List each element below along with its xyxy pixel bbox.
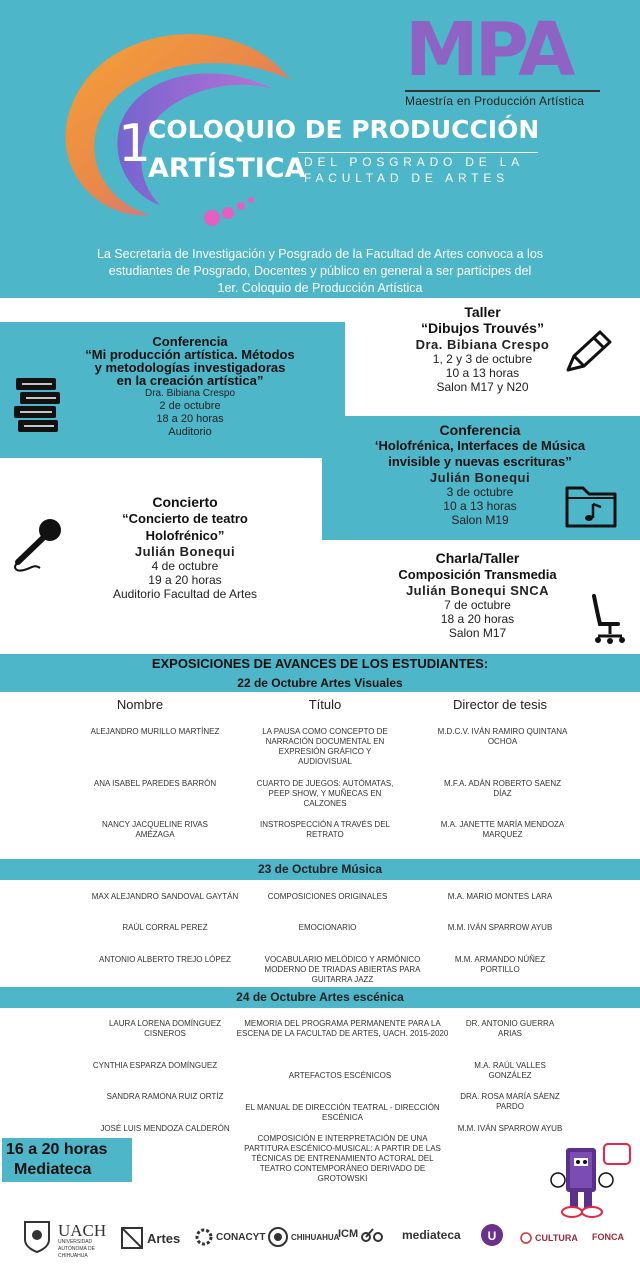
event-title: “Mi producción artística. Métodos [85, 347, 295, 362]
event-speaker: Julián Bonequi [134, 544, 236, 559]
event-time: 19 a 20 horas [148, 573, 222, 587]
conacyt-mark-icon [195, 1228, 213, 1246]
event-place: Salon M19 [451, 513, 509, 527]
cultura-logo [520, 1232, 578, 1244]
title-line2: ARTÍSTICA [148, 153, 306, 184]
chihuahua-logo-text: CHIHUAHUA [291, 1232, 340, 1242]
row-name: ANA ISABEL PAREDES BARRÓN [93, 779, 217, 788]
row-title: LA PAUSA COMO CONCEPTO DE NARRACIÓN DOCUMENTAL EN EXPRESIÓN GRÁFICO Y AUDIOVISUAL [262, 727, 388, 766]
event-type: Taller [464, 304, 501, 320]
col-header-name: Nombre [116, 697, 164, 712]
event-title: y metodologías investigadoras [94, 360, 286, 375]
event-time: 18 a 20 horas [156, 413, 224, 425]
event-date: 4 de octubre [151, 559, 219, 573]
intro-line: estudiantes de Posgrado, Docentes y público en general a ser partícipes del [108, 264, 532, 278]
row-title: COMPOSICIÓN E INTERPRETACIÓN DE UNA PARTITURA ESCÉNICO-MUSICAL: A PARTIR DE LAS TÉCNICAS DE ENTRENAMIENTO ACTORAL DEL TEATRO CONTEMPORÁNEO DERIVADO DE GROTOWSKI [244, 1134, 441, 1183]
pencil-icon [564, 328, 614, 374]
row-title: VOCABULARIO MELÓDICO Y ARMÓNICO MODERNO DE TRIADAS ABIERTAS PARA GUITARRA JAZZ [264, 955, 421, 984]
event-speaker: Julián Bonequi [429, 470, 531, 485]
mpa-logo [405, 7, 600, 110]
row-title: COMPOSICIONES ORIGINALES [267, 892, 388, 901]
intro-line: La Secretaria de Investigación y Posgrado de la Facultad de Artes convoca a los [96, 247, 544, 261]
event-title: invisible y nuevas escrituras” [388, 454, 572, 469]
row-director: M.D.C.V. IVÁN RAMIRO QUINTANA OCHOA [437, 727, 568, 746]
row-name: ALEJANDRO MURILLO MARTÍNEZ [90, 727, 220, 736]
event-speaker: Julián Bonequi SNCA [405, 583, 550, 598]
row-director: M.M. ARMANDO NÚÑEZ PORTILLO [454, 955, 546, 974]
row-title: MEMORIA DEL PROGRAMA PERMANENTE PARA LA ESCENA DE LA FACULTAD DE ARTES, UACH. 2015-2020 [236, 1019, 449, 1038]
title-line1: COLOQUIO DE PRODUCCIÓN [148, 115, 540, 144]
chihuahua-logo [268, 1224, 339, 1250]
event-type: Conferencia [439, 422, 521, 438]
books-icon [12, 372, 64, 434]
mpa-caption: Maestría en Producción Artística [405, 90, 600, 108]
university-emblem-icon [478, 1222, 506, 1254]
row-name: MAX ALEJANDRO SANDOVAL GAYTÁN [91, 892, 239, 901]
intro-line: 1er. Coloquio de Producción Artística [217, 281, 423, 295]
row-title: EL MANUAL DE DIRECCIÓN TEATRAL - DIRECCIÓN ESCÉNICA [245, 1103, 440, 1122]
edition-number: 1 [118, 114, 152, 174]
event-date: 2 de octubre [159, 400, 221, 412]
cultura-logo-text: CULTURA [535, 1233, 578, 1243]
artes-mark-icon [120, 1226, 144, 1250]
mascot-book-character [548, 1140, 634, 1224]
row-title: ARTEFACTOS ESCÉNICOS [288, 1071, 392, 1080]
event-date: 1, 2 y 3 de octubre [432, 352, 533, 366]
event-place: Salon M17 y N20 [436, 380, 529, 394]
charla [355, 550, 600, 640]
row-title: INSTROSPECCIÓN A TRAVÉS DEL RETRATO [260, 820, 390, 839]
mpa-logo-text: MPA [405, 7, 572, 93]
mediateca-logo-text: mediateca [402, 1228, 461, 1242]
row-name: LAURA LORENA DOMÍNGUEZ CISNEROS [108, 1019, 222, 1038]
uach-logo-text: UACH [58, 1221, 107, 1240]
event-time: 10 a 13 horas [445, 366, 520, 380]
cultura-mark-icon [520, 1232, 532, 1244]
artes-logo-text: Artes [147, 1230, 181, 1246]
intro-text [10, 246, 630, 297]
event-speaker: Dra. Bibiana Crespo [144, 388, 236, 399]
row-title: EMOCIONARIO [298, 923, 357, 932]
microphone-icon [10, 516, 66, 574]
time-box-line2: Mediateca [14, 1161, 92, 1178]
mediateca-logo [402, 1228, 461, 1242]
music-folder-icon [563, 480, 619, 530]
row-name: SANDRA RAMONA RUIZ ORTÍZ [106, 1092, 224, 1101]
row-director: M.A. RAÚL VALLES GONZÁLEZ [474, 1061, 546, 1080]
event-time: 18 a 20 horas [440, 612, 515, 626]
row-name: CYNTHIA ESPARZA DOMÍNGUEZ [92, 1061, 218, 1070]
row-director: DR. ANTONIO GUERRA ARIAS [465, 1019, 555, 1038]
event-title: Holofrénico” [145, 528, 225, 543]
event-speaker: Dra. Bibiana Crespo [415, 337, 550, 352]
row-name: NANCY JACQUELINE RIVAS AMÉZAGA [102, 820, 208, 839]
row-director: M.A. JANETTE MARÍA MENDOZA MARQUEZ [440, 820, 565, 839]
time-box [2, 1138, 132, 1182]
conacyt-logo-text: CONACYT [216, 1231, 266, 1243]
event-place: Salon M17 [448, 626, 507, 640]
event-title: Composición Transmedia [398, 567, 557, 582]
conf1 [40, 335, 340, 439]
title-divider [298, 152, 538, 153]
icm-logo [338, 1226, 383, 1242]
row-title: CUARTO DE JUEGOS: AUTÓMATAS, PEEP SHOW, Y MUÑECAS EN CALZONES [256, 779, 394, 808]
event-type: Charla/Taller [435, 550, 520, 566]
artes-logo [120, 1226, 180, 1250]
icm-logo-text: ICM [338, 1228, 359, 1240]
chair-icon [588, 594, 628, 646]
expos-heading: EXPOSICIONES DE AVANCES DE LOS ESTUDIANTES: [151, 656, 489, 671]
day1-label: 22 de Octubre Artes Visuales [237, 676, 403, 690]
row-director: DRA. ROSA MARÍA SÁENZ PARDO [460, 1092, 560, 1111]
fonca-logo [592, 1232, 624, 1242]
event-place: Auditorio [168, 426, 212, 438]
row-director: M.M. IVÁN SPARROW AYUB [457, 1124, 563, 1133]
conacyt-logo [195, 1228, 265, 1246]
row-name: RAÚL CORRAL PEREZ [122, 923, 208, 932]
icm-mark-icon [361, 1226, 383, 1242]
svg-text:U: U [487, 1229, 497, 1243]
event-date: 7 de octubre [444, 598, 511, 612]
conf1-bottom [0, 448, 322, 458]
event-place: Auditorio Facultad de Artes [112, 587, 258, 601]
day2-label: 23 de Octubre Música [0, 859, 640, 880]
event-type: Concierto [152, 494, 218, 510]
uach-logo-caption: UNIVERSIDAD AUTÓNOMA DE CHIHUAHUA [58, 1239, 95, 1259]
day3-label: 24 de Octubre Artes escénica [0, 987, 640, 1008]
event-title: “Dibujos Trouvés” [421, 320, 544, 336]
event-title: ‘Holofrénica, Interfaces de Música [374, 438, 586, 453]
row-name: ANTONIO ALBERTO TREJO LÓPEZ [99, 955, 231, 964]
subtitle-line1: DEL POSGRADO DE LA [304, 155, 524, 169]
chihuahua-seal-icon [268, 1224, 288, 1250]
subtitle-line2: FACULTAD DE ARTES [304, 171, 509, 185]
row-director: M.A. MARIO MONTES LARA [447, 892, 553, 901]
row-director: M.M. IVÁN SPARROW AYUB [447, 923, 553, 932]
event-type: Conferencia [152, 334, 228, 349]
concierto [70, 494, 300, 601]
event-title: en la creación artística” [116, 373, 264, 388]
row-director: M.F.A. ADÁN ROBERTO SAENZ DÍAZ [443, 779, 562, 798]
uach-logo [58, 1222, 118, 1260]
col-header-director: Director de tesis [453, 697, 547, 712]
col-header-title: Título [308, 697, 342, 712]
uach-shield-icon [22, 1220, 52, 1254]
row-name: JOSÉ LUIS MENDOZA CALDERÓN [100, 1124, 230, 1133]
event-date: 3 de octubre [446, 485, 514, 499]
event-time: 10 a 13 horas [443, 499, 517, 513]
fonca-logo-text: FONCA [592, 1232, 624, 1242]
event-title: “Concierto de teatro [122, 511, 248, 526]
time-box-line1: 16 a 20 horas [6, 1141, 108, 1158]
